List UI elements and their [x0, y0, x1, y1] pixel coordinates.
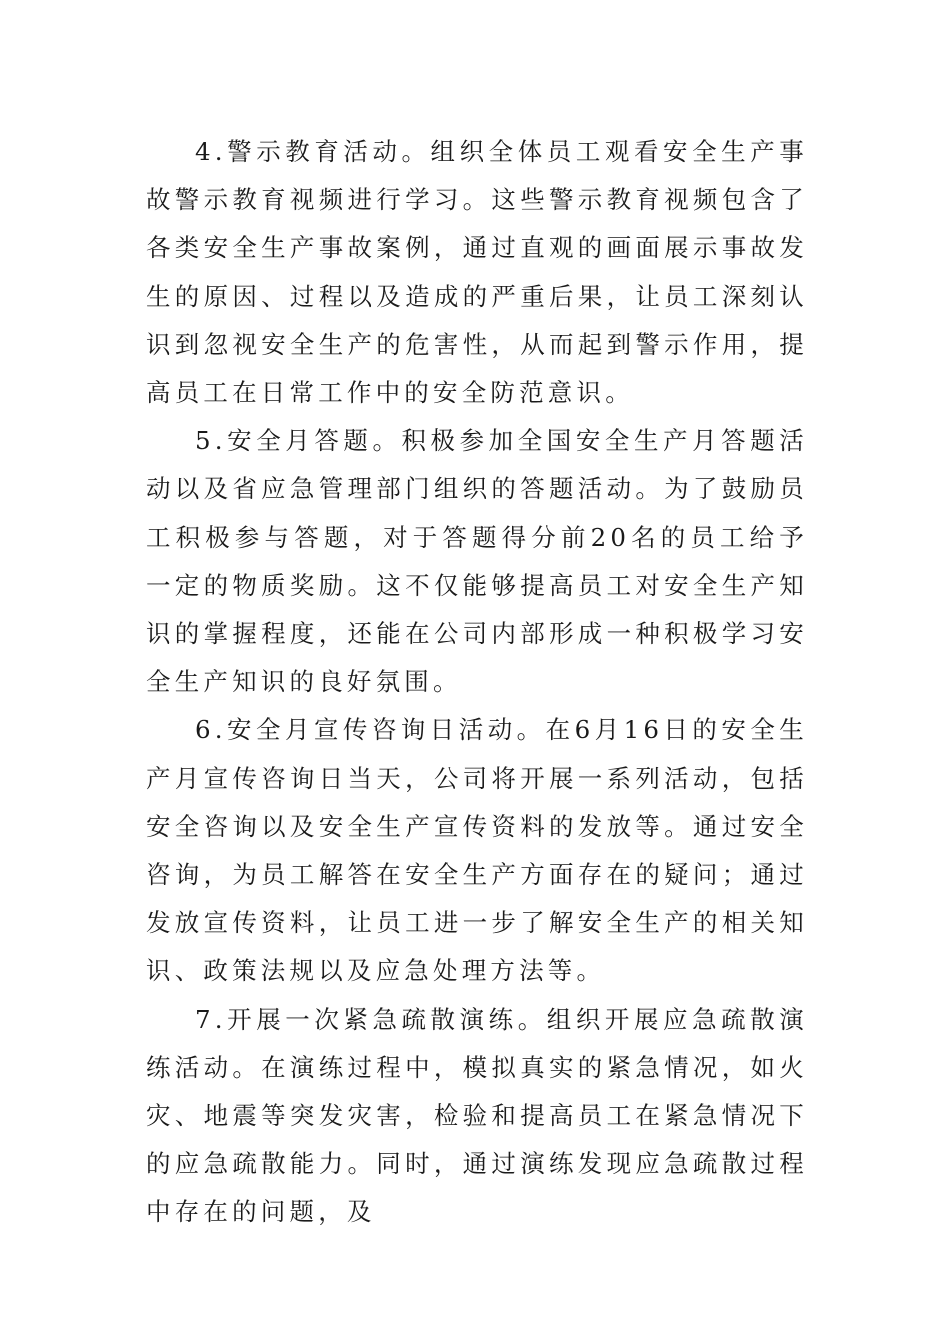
paragraph-consultation-day: 6.安全月宣传咨询日活动。在6月16日的安全生产月宣传咨询日当天，公司将开展一系列活动，包括安全咨询以及安全生产宣传资料的发放等。通过安全咨询，为员工解答在安全生产方面存在的疑问；通过发放宣传资料，让员工进一步了解安全生产的相关知识、政策法规以及应急处理方法等。 [146, 715, 808, 986]
document-body [146, 128, 808, 1237]
paragraph-evacuation-drill: 7.开展一次紧急疏散演练。组织开展应急疏散演练活动。在演练过程中，模拟真实的紧急情况，如火灾、地震等突发灾害，检验和提高员工在紧急情况下的应急疏散能力。同时，通过演练发现应急疏散过程中存在的问题，及 [146, 1004, 808, 1227]
paragraph-warning-education: 4.警示教育活动。组织全体员工观看安全生产事故警示教育视频进行学习。这些警示教育视频包含了各类安全生产事故案例，通过直观的画面展示事故发生的原因、过程以及造成的严重后果，让员工深刻认识到忽视安全生产的危害性，从而起到警示作用，提高员工在日常工作中的安全防范意识。 [146, 137, 808, 408]
paragraph-safety-quiz: 5.安全月答题。积极参加全国安全生产月答题活动以及省应急管理部门组织的答题活动。为了鼓励员工积极参与答题，对于答题得分前20名的员工给予一定的物质奖励。这不仅能够提高员工对安全生产知识的掌握程度，还能在公司内部形成一种积极学习安全生产知识的良好氛围。 [146, 426, 808, 697]
